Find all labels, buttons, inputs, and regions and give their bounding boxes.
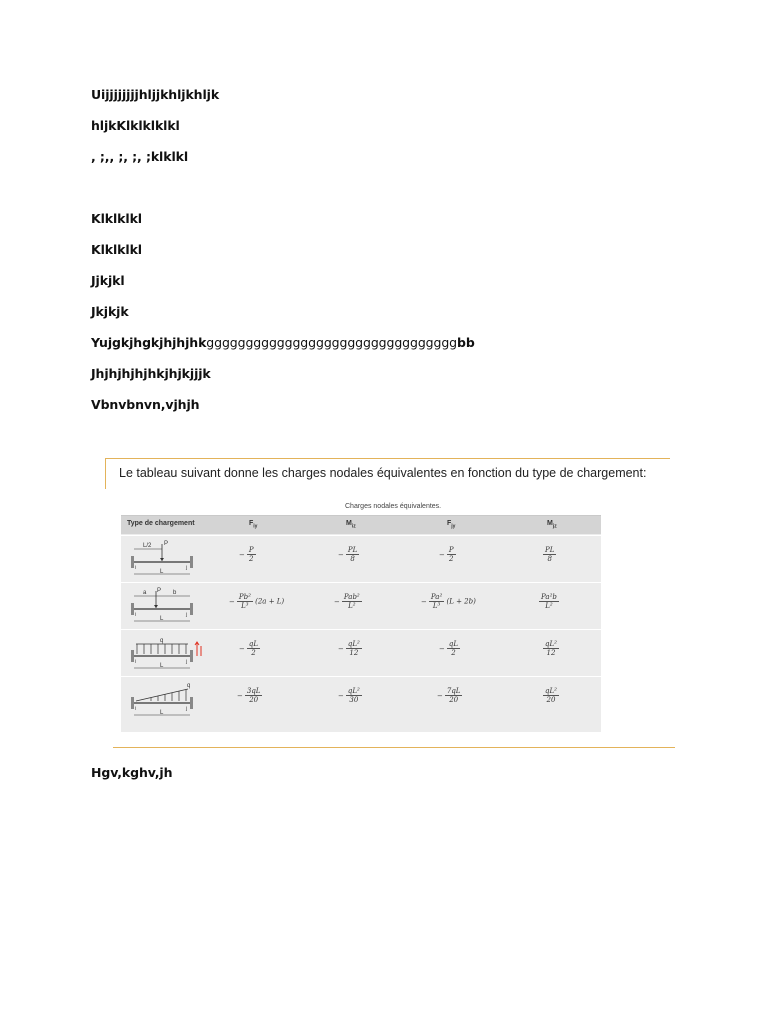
figure-intro-box bbox=[105, 458, 670, 489]
figure-bottom-rule bbox=[113, 747, 675, 748]
label-j: j bbox=[186, 612, 188, 618]
label-i: i bbox=[135, 706, 137, 712]
text-line-4: Klklklkl bbox=[91, 211, 142, 226]
cell-fjy: − $\frac{qL}{2}$ bbox=[439, 640, 459, 657]
table-row bbox=[121, 535, 601, 582]
text-line-after-figure: Hgv,kghv,jh bbox=[91, 765, 173, 780]
beam-triangular-load-diagram bbox=[129, 679, 209, 723]
table-row bbox=[121, 582, 601, 629]
table-row bbox=[121, 629, 601, 676]
text-line-3: , ;,, ;, ;, ;klklkl bbox=[91, 149, 189, 164]
cell-miz: − $\frac{PL}{8}$ bbox=[338, 546, 358, 563]
cell-fiy: − $\frac{\text{Pb²}}{\text{L³}}$ (2a + L) bbox=[229, 593, 285, 610]
label-p: P bbox=[157, 588, 162, 594]
table-caption: Charges nodales équivalentes. bbox=[345, 503, 442, 510]
table-header bbox=[121, 516, 601, 534]
text-line-8 bbox=[91, 335, 475, 350]
cell-mjz: $\frac{PL}{8}$ bbox=[545, 546, 555, 563]
table-row bbox=[121, 676, 601, 723]
header-fiy: $F_{iy}$ bbox=[249, 520, 258, 530]
cell-miz: − $\frac{\text{qL²}}{12}$ bbox=[338, 640, 360, 657]
cell-mjz: $\frac{\text{Pa²b}}{\text{L²}}$ bbox=[541, 593, 557, 610]
label-p: P bbox=[164, 541, 169, 547]
text-line-10: Vbnvbnvn,vjhjh bbox=[91, 397, 200, 412]
label-l: L bbox=[160, 663, 164, 669]
header-miz: $M_{iz}$ bbox=[346, 520, 356, 530]
text-line-7: Jkjkjk bbox=[91, 304, 129, 319]
label-l: L bbox=[160, 616, 164, 622]
label-i: i bbox=[135, 565, 137, 571]
text-line-5: Klklklkl bbox=[91, 242, 142, 257]
figure-intro-text: Le tableau suivant donne les charges nodales équivalentes en fonction du type de chargement: bbox=[119, 466, 647, 480]
cell-fiy: − $\frac{qL}{2}$ bbox=[239, 640, 259, 657]
text-line-6: Jjkjkl bbox=[91, 273, 125, 288]
beam-uniform-load-diagram bbox=[129, 632, 211, 676]
text-line-2: hljkKlklklklkl bbox=[91, 118, 180, 133]
beam-point-load-offset-diagram bbox=[129, 585, 209, 629]
label-l: L bbox=[160, 569, 164, 575]
cell-mjz: $\frac{\text{qL²}}{20}$ bbox=[545, 687, 557, 704]
cell-fjy: − $\frac{P}{2}$ bbox=[439, 546, 454, 563]
label-i: i bbox=[135, 612, 137, 618]
cell-fiy: − $\frac{3qL}{20}$ bbox=[237, 687, 261, 704]
label-a: a bbox=[143, 590, 147, 596]
embedded-figure bbox=[105, 458, 675, 750]
text-line-9: Jhjhjhjhjhkjhjkjjjk bbox=[91, 366, 211, 381]
cell-fiy: − $\frac{P}{2}$ bbox=[239, 546, 254, 563]
cell-miz: − $\frac{\text{Pab²}}{\text{L²}}$ bbox=[334, 593, 360, 610]
cell-miz: − $\frac{\text{qL²}}{30}$ bbox=[338, 687, 360, 704]
text-line-8-normal: gggggggggggggggggggggggggggggggg bbox=[206, 335, 458, 350]
header-fjy: $F_{jy}$ bbox=[447, 520, 456, 530]
label-q: q bbox=[187, 683, 191, 689]
label-half-span: L/2 bbox=[143, 543, 152, 549]
header-mjz: $M_{jz}$ bbox=[547, 520, 557, 530]
label-l: L bbox=[160, 710, 164, 716]
cell-fjy: − $\frac{\text{Pa²}}{\text{L³}}$ (L + 2b) bbox=[421, 593, 476, 610]
label-j: j bbox=[186, 659, 188, 665]
text-line-8-end: bb bbox=[457, 335, 475, 350]
cell-fjy: − $\frac{7qL}{20}$ bbox=[437, 687, 461, 704]
label-b: b bbox=[173, 590, 177, 596]
beam-point-load-midspan-diagram bbox=[129, 538, 209, 582]
header-type: Type de chargement bbox=[127, 520, 195, 527]
cell-mjz: $\frac{\text{qL²}}{12}$ bbox=[545, 640, 557, 657]
label-j: j bbox=[186, 565, 188, 571]
label-i: i bbox=[135, 659, 137, 665]
text-line-8-bold: Yujgkjhgkjhjhjhk bbox=[91, 335, 207, 350]
label-j: j bbox=[186, 706, 188, 712]
text-line-1: Uijjjjjjjjhljjkhljkhljk bbox=[91, 87, 220, 102]
label-q: q bbox=[160, 638, 164, 644]
nodal-loads-table bbox=[121, 515, 601, 732]
